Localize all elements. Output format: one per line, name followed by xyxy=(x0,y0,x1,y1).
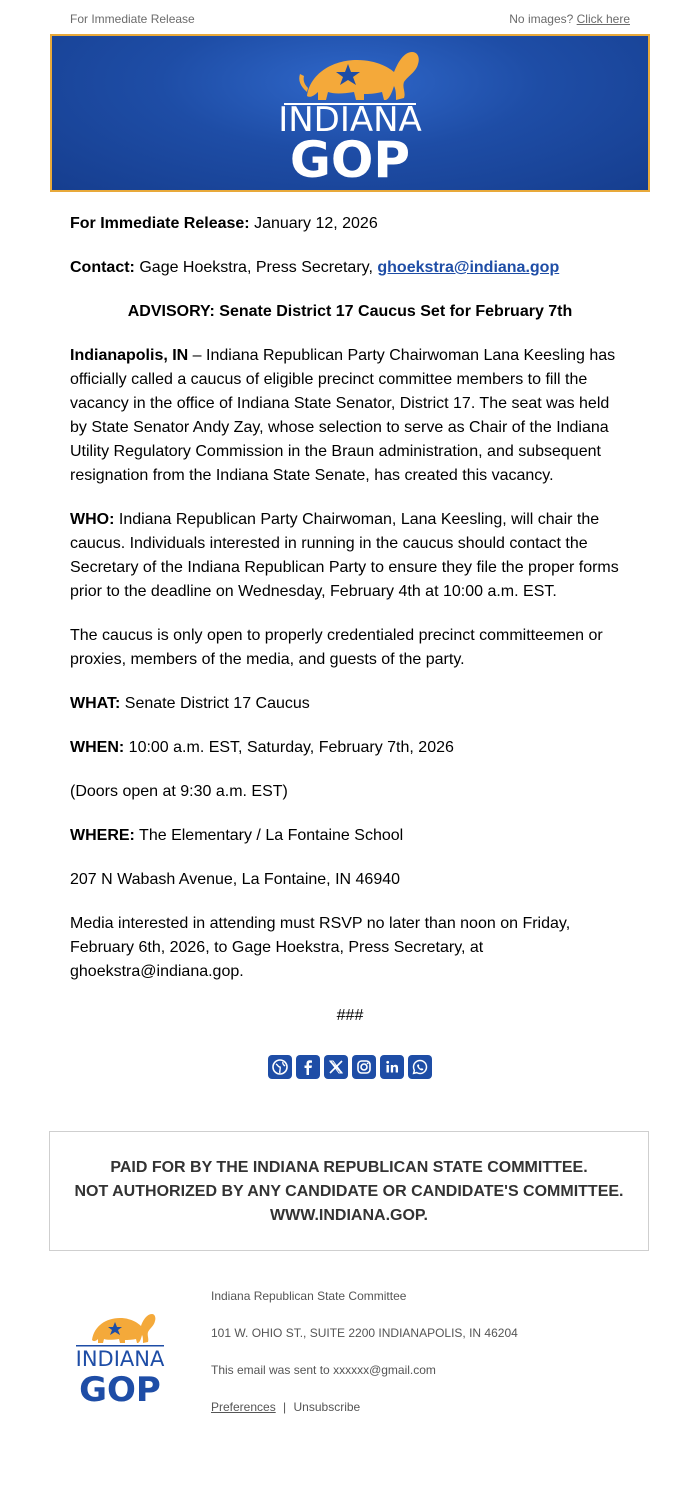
where-paragraph xyxy=(70,824,630,848)
contact-label: Contact: xyxy=(70,259,135,276)
headline xyxy=(70,300,630,324)
when-text: 10:00 a.m. EST, Saturday, February 7th, 2026 xyxy=(124,739,454,756)
footer-sent-to xyxy=(211,1361,641,1398)
when-paragraph xyxy=(70,736,630,760)
contact-line xyxy=(70,256,630,280)
footer-logo-gop: GOP xyxy=(79,1370,161,1410)
contact-text: Gage Hoekstra, Press Secretary, xyxy=(139,259,373,276)
facebook-icon[interactable] xyxy=(296,1055,320,1079)
end-mark: ### xyxy=(336,1007,364,1024)
release-line xyxy=(70,212,630,236)
intro-lead: Indianapolis, IN xyxy=(70,347,189,364)
what-text: Senate District 17 Caucus xyxy=(120,695,310,712)
click-here-link[interactable]: Click here xyxy=(576,12,630,26)
social-links xyxy=(0,1055,700,1079)
disclaimer-line-2: NOT AUTHORIZED BY ANY CANDIDATE OR CANDIDATE'S COMMITTEE. xyxy=(74,1183,624,1200)
banner-logo-gop: GOP xyxy=(289,131,411,189)
whatsapp-icon[interactable] xyxy=(408,1055,432,1079)
paid-for-disclaimer xyxy=(49,1131,649,1251)
media-paragraph: Media interested in attending must RSVP no later than noon on Friday, February 6th, 2026, to Gage Hoekstra, Press Secretary, at ghoekstra@indiana.gop. xyxy=(70,915,571,980)
email-body xyxy=(70,212,630,1048)
footer-link-separator: | xyxy=(283,1400,287,1414)
preferences-link[interactable]: Preferences xyxy=(211,1400,276,1414)
intro-text: – Indiana Republican Party Chairwoman Lana Keesling has officially called a caucus of eligible precinct committee members to fill the vacancy in the office of Indiana State Senator, District 17. The seat was held by State Senator Andy Zay, whose selection to serve as Chair of the Indiana Utility Regulatory Commission in the Braun administration, and subsequent resignation from the Indiana State Senate, has created this vacancy. xyxy=(70,347,616,484)
footer-links xyxy=(211,1398,641,1435)
unsubscribe-link[interactable]: Unsubscribe xyxy=(293,1400,361,1414)
instagram-icon[interactable] xyxy=(352,1055,376,1079)
website-icon[interactable] xyxy=(268,1055,292,1079)
footer-sent-prefix: This email was sent to xyxy=(211,1363,330,1377)
what-paragraph xyxy=(70,692,630,716)
what-label: WHAT: xyxy=(70,695,121,712)
preheader-release-text: For Immediate Release xyxy=(70,12,195,26)
disclaimer-line-1: PAID FOR BY THE INDIANA REPUBLICAN STATE COMMITTEE. xyxy=(110,1159,588,1176)
preheader-no-images xyxy=(509,12,630,26)
disclaimer-line-3: WWW.INDIANA.GOP. xyxy=(270,1207,428,1224)
headline-text: ADVISORY: Senate District 17 Caucus Set for February 7th xyxy=(127,303,573,320)
no-images-label: No images? xyxy=(509,12,574,26)
footer-info xyxy=(211,1287,641,1435)
x-icon[interactable] xyxy=(324,1055,348,1079)
banner-logo-indiana: INDIANA xyxy=(278,100,422,140)
doors-paragraph: (Doors open at 9:30 a.m. EST) xyxy=(70,783,288,800)
who-label: WHO: xyxy=(70,511,115,528)
footer-org: Indiana Republican State Committee xyxy=(211,1289,407,1303)
intro-paragraph xyxy=(70,344,630,488)
address-paragraph: 207 N Wabash Avenue, La Fontaine, IN 46940 xyxy=(70,871,401,888)
footer-address: 101 W. OHIO ST., SUITE 2200 INDIANAPOLIS, IN 46204 xyxy=(211,1326,518,1340)
release-date: January 12, 2026 xyxy=(254,215,378,232)
who-paragraph xyxy=(70,508,630,604)
preheader xyxy=(0,0,700,34)
footer-sent-email: xxxxxx@gmail.com xyxy=(333,1363,436,1377)
open-paragraph: The caucus is only open to properly credentialed precinct committeemen or proxies, members of the media, and guests of the party. xyxy=(70,627,603,668)
linkedin-icon[interactable] xyxy=(380,1055,404,1079)
header-banner xyxy=(50,34,650,192)
footer-logo xyxy=(70,1306,170,1410)
where-text: The Elementary / La Fontaine School xyxy=(134,827,404,844)
release-label: For Immediate Release: xyxy=(70,215,250,232)
footer-elephant-icon xyxy=(70,1306,170,1410)
when-label: WHEN: xyxy=(70,739,125,756)
who-text: Indiana Republican Party Chairwoman, Lana Keesling, will chair the caucus. Individuals interested in running in the caucus should contact the Secretary of the Indiana Republican Party to ensure they file the proper forms prior to the deadline on Wednesday, February 4th at 10:00 a.m. EST. xyxy=(70,511,619,600)
contact-email-link[interactable]: ghoekstra@indiana.gop xyxy=(377,259,560,276)
footer-logo-indiana: INDIANA xyxy=(75,1347,165,1371)
where-label: WHERE: xyxy=(70,827,135,844)
